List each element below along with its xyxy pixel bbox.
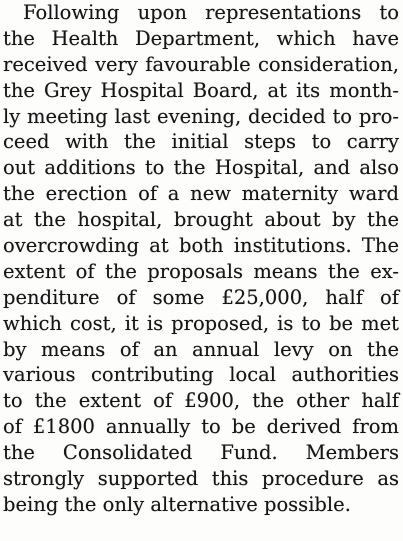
article-line: overcrowding at both institutions. The [3,234,399,258]
article-line: penditure of some £25,000, half of [3,285,399,309]
article-line: Following upon representations to [23,1,399,24]
article-line: out additions to the Hospital, and also [3,156,399,180]
article-line: to the extent of £900, the other half [3,389,399,413]
article-line: by means of an annual levy on the [3,337,399,361]
article-line: ceed with the initial steps to carry [3,130,399,154]
article-line: of £1800 annually to be derived from [3,415,399,439]
article-line: extent of the proposals means the ex- [3,259,399,283]
article-line: being the only alternative possible. [3,492,351,516]
article-line: ly meeting last evening, decided to pro- [3,104,399,128]
article-line: the Health Department, which have [3,26,399,50]
article-line: at the hospital, brought about by the [3,208,399,232]
article-line: the Grey Hospital Board, at its month- [3,78,399,102]
article-line: various contributing local authorities [3,363,399,387]
article-line: the Consolidated Fund. Members [3,441,399,465]
article-line: received very favourable consideration, [3,52,399,76]
article-paragraph [3,0,399,518]
article-line: the erection of a new maternity ward [3,182,399,206]
article-line: strongly supported this procedure as [3,467,399,491]
article-line: which cost, it is proposed, is to be met [3,311,399,335]
